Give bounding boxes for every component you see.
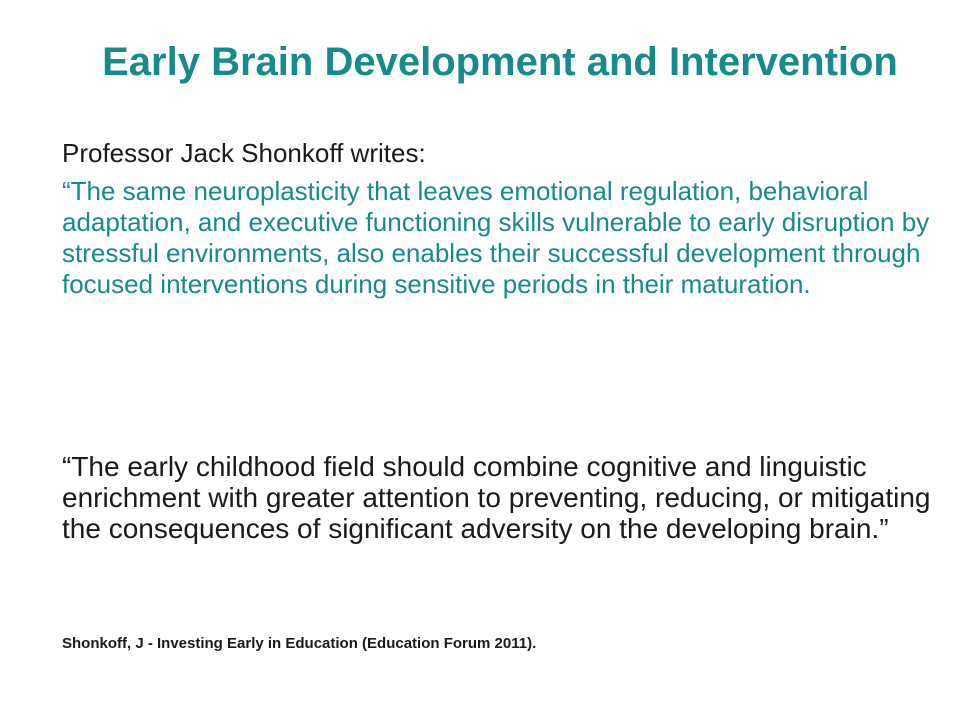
intro-text: Professor Jack Shonkoff writes: [62,138,426,168]
quote-early-childhood: “The early childhood field should combine cognitive and linguistic enrichment with greater attention to preventing, reducing, or mitigating the consequences of significant adversity on the developing brain.” [62,451,931,544]
slide-body [62,136,932,300]
quote-neuroplasticity: “The same neuroplasticity that leaves emotional regulation, behavioral adaptation, and executive functioning skills vulnerable to early disruption by stressful environments, also enables their successful development through focused interventions during sensitive periods in their maturation. [62,176,930,299]
citation: Shonkoff, J - Investing Early in Education (Education Forum 2011). [62,635,537,652]
slide-title: Early Brain Development and Intervention [102,40,898,84]
